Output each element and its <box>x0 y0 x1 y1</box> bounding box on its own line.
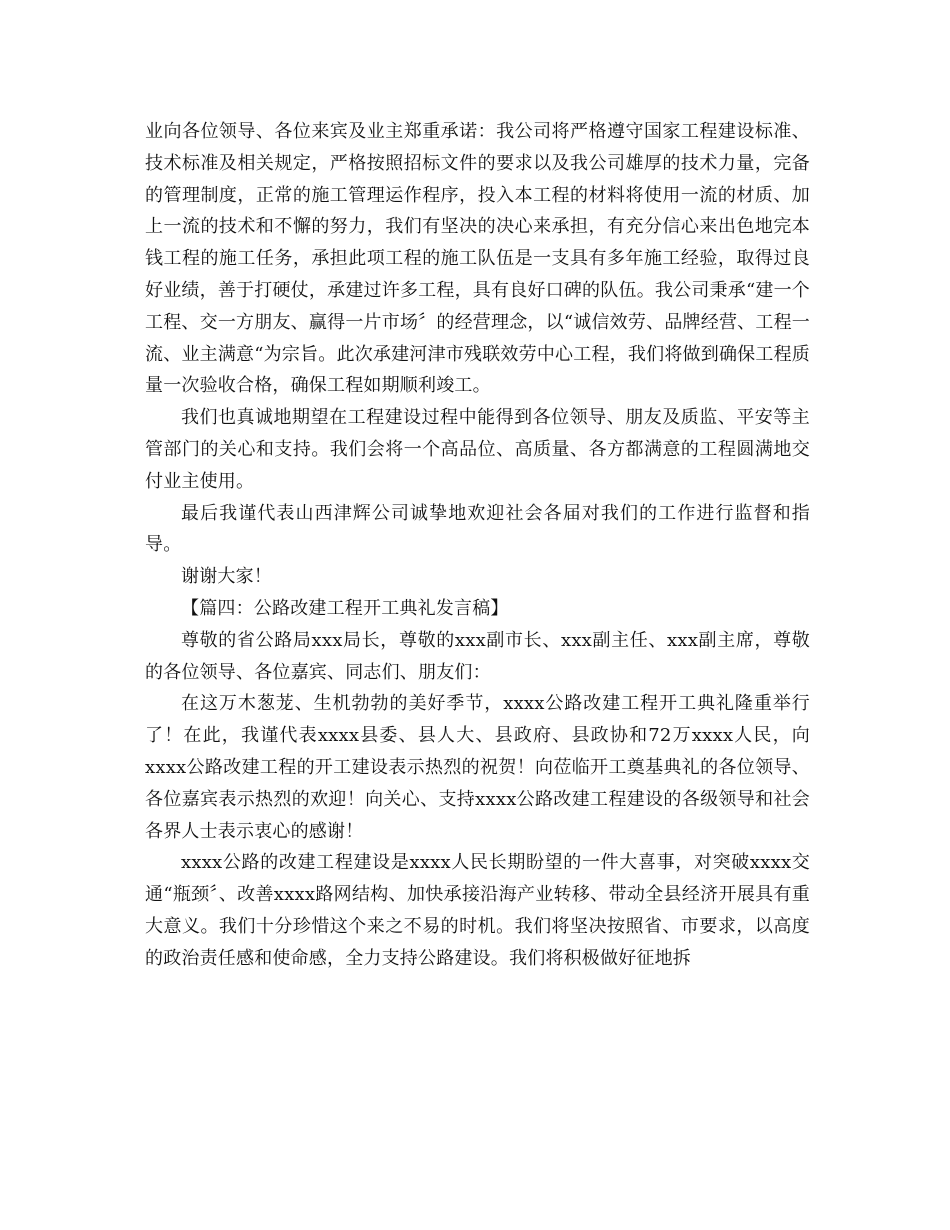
document-body <box>145 116 810 975</box>
paragraph-welcome-supervision: 最后我谨代表山西津辉公司诚挚地欢迎社会各届对我们的工作进行监督和指导。 <box>145 502 810 556</box>
section-heading: 【篇四：公路改建工程开工典礼发言稿】 <box>181 597 509 619</box>
paragraph-commitment: 业向各位领导、各位来宾及业主郑重承诺：我公司将严格遵守国家工程建设标准、技术标准及相关规定，严格按照招标文件的要求以及我公司雄厚的技术力量，完备的管理制度，正常的施工管理运作程序，投入本工程的材料将使用一流的材质、加上一流的技术和不懈的努力，我们有坚决的决心来承担，有充分信心来出色地完本钱工程的施工任务，承担此项工程的施工队伍是一支具有多年施工经验，取得过良好业绩，善于打硬仗，承建过许多工程，具有良好口碑的队伍。我公司秉承“建一个工程、交一方朋友、赢得一片市场〞的经营理念，以“诚信效劳、品牌经营、工程一流、业主满意“为宗旨。此次承建河津市残联效劳中心工程，我们将做到确保工程质量一次验收合格，确保工程如期顺利竣工。 <box>145 121 810 397</box>
paragraph-salutation: 尊敬的省公路局xxx局长，尊敬的xxx副市长、xxx副主任、xxx副主席，尊敬的各位领导、各位嘉宾、同志们、朋友们： <box>145 629 810 683</box>
paragraph-thanks: 谢谢大家！ <box>181 566 272 588</box>
paragraph-significance: xxxx公路的改建工程建设是xxxx人民长期盼望的一件大喜事，对突破xxxx交通“瓶颈〞、改善xxxx路网结构、加快承接沿海产业转移、带动全县经济开展具有重大意义。我们十分珍惜这个来之不易的时机。我们将坚决按照省、市要求，以高度的政治责任感和使命感，全力支持公路建设。我们将积极做好征地拆 <box>145 852 810 969</box>
paragraph-opening: 在这万木葱茏、生机勃勃的美好季节，xxxx公路改建工程开工典礼隆重举行了！在此，我谨代表xxxx县委、县人大、县政府、县政协和72万xxxx人民，向xxxx公路改建工程的开工建设表示热烈的祝贺！向莅临开工奠基典礼的各位领导、各位嘉宾表示热烈的欢迎！向关心、支持xxxx公路改建工程建设的各级领导和社会各界人士表示衷心的感谢！ <box>145 693 810 842</box>
paragraph-expectation: 我们也真诚地期望在工程建设过程中能得到各位领导、朋友及质监、平安等主管部门的关心和支持。我们会将一个高品位、高质量、各方都满意的工程圆满地交付业主使用。 <box>145 407 810 492</box>
